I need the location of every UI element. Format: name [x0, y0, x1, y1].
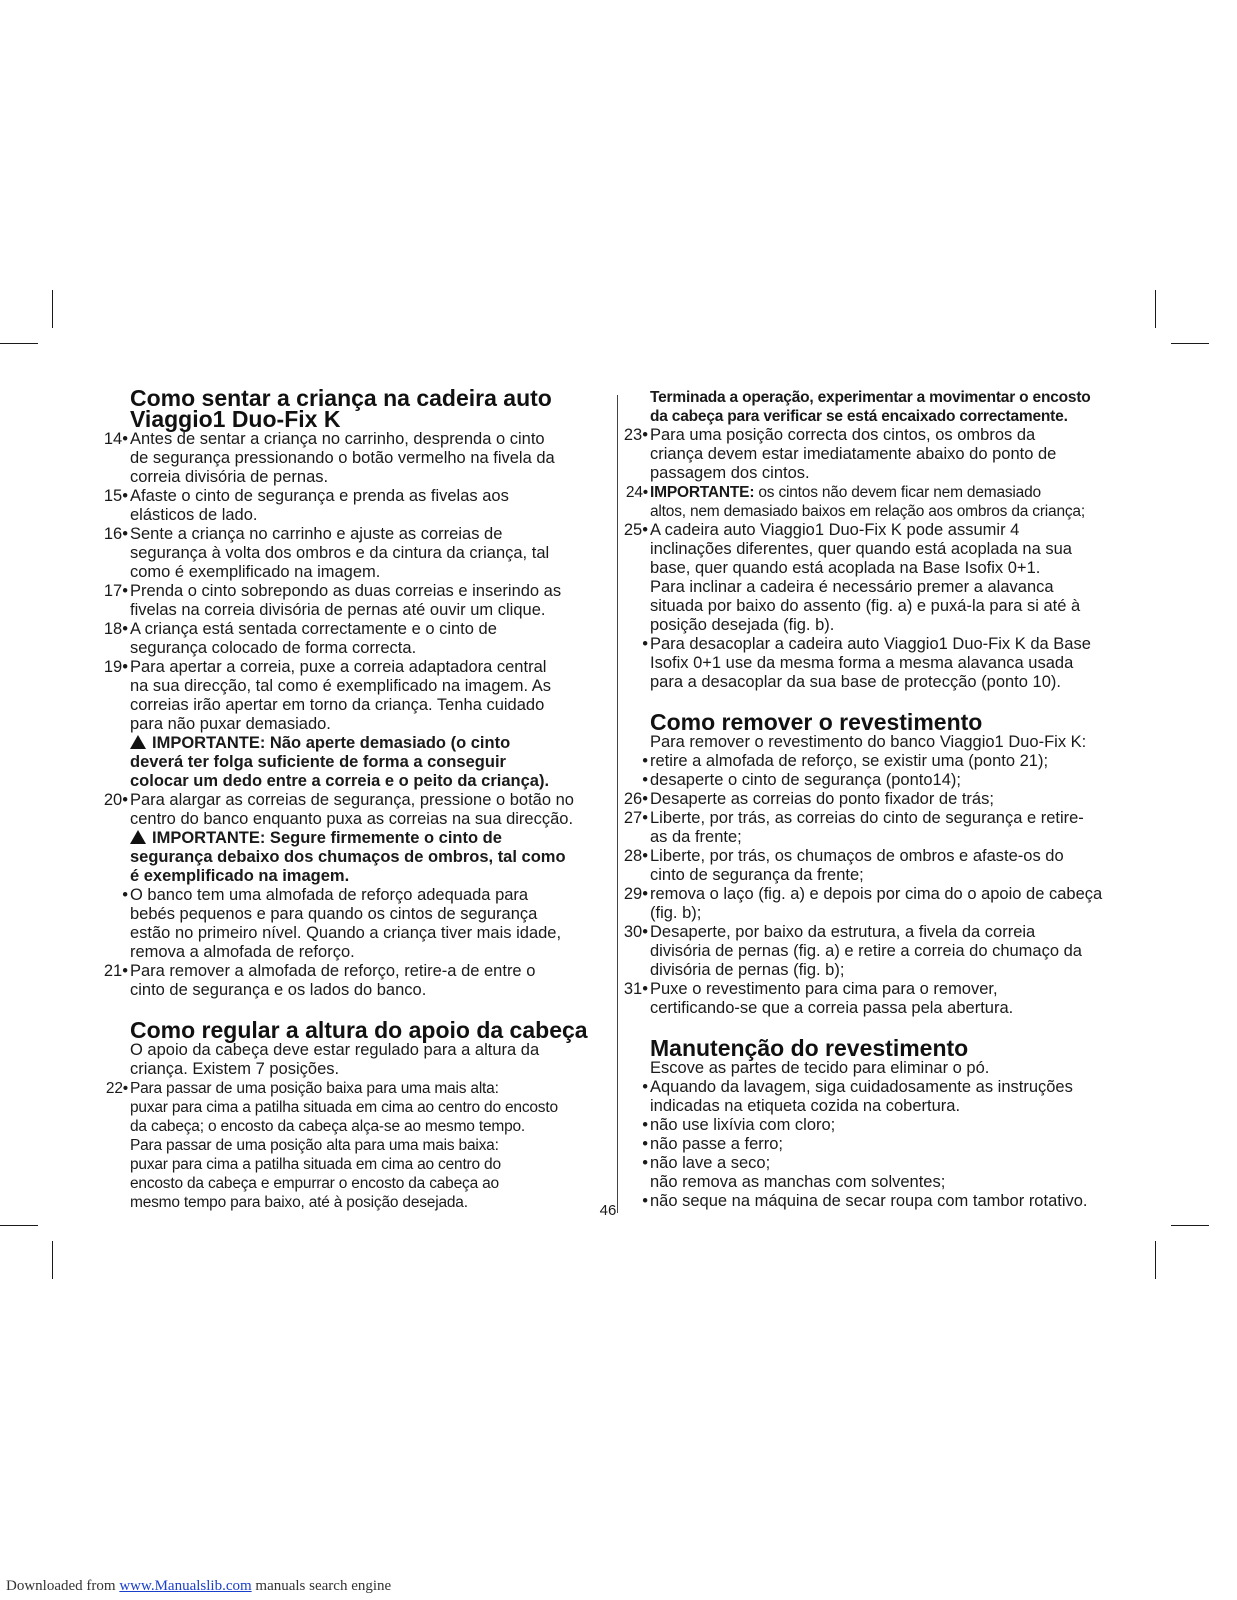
- item-line: Isofix 0+1 use da mesma forma a mesma alavanca usada: [650, 654, 1074, 672]
- item-line: segurança colocado de forma correcta.: [130, 639, 417, 657]
- list-item: [616, 1078, 1136, 1116]
- item-number: 30•: [623, 923, 648, 941]
- heading-line: Viaggio1 Duo-Fix K: [130, 406, 341, 432]
- note-line: Terminada a operação, experimentar a movimentar o encosto: [650, 389, 1091, 406]
- item-line: remova o laço (fig. a) e depois por cima do o apoio de cabeça: [650, 885, 1103, 903]
- item-line: correias irão apertar em torno da criança. Tenha cuidado: [130, 696, 545, 714]
- item-line: Para passar de uma posição baixa para uma mais alta:: [130, 1080, 499, 1097]
- item-line: Para remover a almofada de reforço, retire-a de entre o: [130, 962, 536, 980]
- item-line: puxar para cima a patilha situada em cima ao centro do encosto: [130, 1099, 558, 1116]
- item-number: •: [642, 752, 648, 770]
- item-line: O banco tem uma almofada de reforço adequada para: [130, 886, 529, 904]
- section-heading-headrest: Como regular a altura do apoio da cabeça: [130, 1017, 588, 1043]
- item-line: Para desacoplar a cadeira auto Viaggio1 Duo-Fix K da Base: [650, 635, 1091, 653]
- item-line: retire a almofada de reforço, se existir uma (ponto 21);: [650, 752, 1049, 770]
- item-line: Liberte, por trás, os chumaços de ombros e afaste-os do: [650, 847, 1064, 865]
- list-item: [96, 487, 606, 525]
- item-line: estão no primeiro nível. Quando a criança tiver mais idade,: [130, 924, 562, 942]
- item-line: Desaperte, por baixo da estrutura, a fivela da correia: [650, 923, 1036, 941]
- crop-mark: [1171, 343, 1209, 344]
- list-item: [616, 771, 1136, 790]
- item-number: 17•: [103, 582, 128, 600]
- crop-mark: [0, 343, 38, 344]
- list-item: [616, 790, 1136, 809]
- item-line: posição desejada (fig. b).: [650, 616, 835, 634]
- item-number: 31•: [623, 980, 648, 998]
- item-line: mesmo tempo para baixo, até à posição desejada.: [130, 1194, 468, 1211]
- list-item: [616, 809, 1136, 847]
- warning-line: deverá ter folga suficiente de forma a conseguir: [130, 753, 506, 771]
- item-number: 22•: [105, 1080, 128, 1097]
- crop-mark: [1171, 1225, 1209, 1226]
- item-line: da cabeça; o encosto da cabeça alça-se ao mesmo tempo.: [130, 1118, 526, 1135]
- item-line: Aquando da lavagem, siga cuidadosamente as instruções: [650, 1078, 1073, 1096]
- item-line: A cadeira auto Viaggio1 Duo-Fix K pode assumir 4: [650, 521, 1020, 539]
- item-line: na sua direcção, tal como é exemplificado na imagem. As: [130, 677, 551, 695]
- item-number: •: [642, 771, 648, 789]
- item-line: criança devem estar imediatamente abaixo do ponto de: [650, 445, 1057, 463]
- important-label: IMPORTANTE:: [650, 484, 755, 501]
- left-column: [96, 385, 606, 1212]
- item-number: 19•: [103, 658, 128, 676]
- item-line: base, quer quando está acoplada na Base Isofix 0+1.: [650, 559, 1041, 577]
- warning-triangle-icon: [130, 830, 146, 844]
- list-item: [616, 521, 1136, 635]
- item-number: 23•: [623, 426, 648, 444]
- list-item: [96, 962, 606, 1000]
- item-line: puxar para cima a patilha situada em cima ao centro do: [130, 1156, 501, 1173]
- crop-mark: [52, 1241, 53, 1279]
- section-intro: Escove as partes de tecido para eliminar o pó.: [650, 1059, 990, 1077]
- list-item: [616, 980, 1136, 1018]
- list-item: [96, 791, 606, 829]
- section-heading-remove-cover: Como remover o revestimento: [650, 709, 983, 735]
- item-line: Sente a criança no carrinho e ajuste as correias de: [130, 525, 503, 543]
- item-line: inclinações diferentes, quer quando está acoplada na sua: [650, 540, 1072, 558]
- item-number: 18•: [103, 620, 128, 638]
- instruction-list: [96, 430, 606, 734]
- item-line: situada por baixo do assento (fig. a) e puxá-la para si até à: [650, 597, 1081, 615]
- item-line: fivelas na correia divisória de pernas até ouvir um clique.: [130, 601, 546, 619]
- item-line: Afaste o cinto de segurança e prenda as fivelas aos: [130, 487, 509, 505]
- intro-line: O apoio da cabeça deve estar regulado para a altura da: [130, 1041, 540, 1059]
- crop-mark: [52, 290, 53, 328]
- item-line: segurança à volta dos ombros e da cintura da criança, tal: [130, 544, 550, 562]
- item-line: Liberte, por trás, as correias do cinto de segurança e retire-: [650, 809, 1084, 827]
- section-heading-seating: [96, 385, 606, 432]
- item-line: Antes de sentar a criança no carrinho, desprenda o cinto: [130, 430, 545, 448]
- crop-mark: [1155, 290, 1156, 328]
- list-item: [616, 847, 1136, 885]
- item-line: Para apertar a correia, puxe a correia adaptadora central: [130, 658, 547, 676]
- item-line: Puxe o revestimento para cima para o remover,: [650, 980, 998, 998]
- instruction-list: [616, 1078, 1136, 1211]
- item-line: como é exemplificado na imagem.: [130, 563, 381, 581]
- item-line: não passe a ferro;: [650, 1135, 783, 1153]
- list-item: [616, 923, 1136, 980]
- warning-line: segurança debaixo dos chumaços de ombros, tal como: [130, 848, 566, 866]
- item-line: divisória de pernas (fig. a) e retire a correia do chumaço da: [650, 942, 1082, 960]
- item-line: cinto de segurança e os lados do banco.: [130, 981, 427, 999]
- item-number: 24•: [625, 484, 648, 501]
- item-number: 14•: [103, 430, 128, 448]
- section-intro: [96, 1041, 606, 1079]
- crop-mark: [1155, 1241, 1156, 1279]
- right-column: [616, 388, 1136, 1211]
- item-line: correia divisória de pernas.: [130, 468, 329, 486]
- item-number: 28•: [623, 847, 648, 865]
- item-line: divisória de pernas (fig. b);: [650, 961, 845, 979]
- item-number: 15•: [103, 487, 128, 505]
- item-line: cinto de segurança da frente;: [650, 866, 864, 884]
- item-line: não seque na máquina de secar roupa com tambor rotativo.: [650, 1192, 1088, 1210]
- footer-suffix: manuals search engine: [251, 1578, 392, 1594]
- item-number: •: [642, 1078, 648, 1096]
- item-line: passagem dos cintos.: [650, 464, 810, 482]
- bold-note: [616, 388, 1136, 426]
- list-item: [96, 582, 606, 620]
- item-number: •: [642, 1116, 648, 1134]
- item-number: 21•: [103, 962, 128, 980]
- item-line: não remova as manchas com solventes;: [650, 1173, 946, 1191]
- item-line: Prenda o cinto sobrepondo as duas correias e inserindo as: [130, 582, 562, 600]
- item-line: encosto da cabeça e empurrar o encosto da cabeça ao: [130, 1175, 499, 1192]
- item-line: (fig. b);: [650, 904, 702, 922]
- item-line: as da frente;: [650, 828, 742, 846]
- item-number: •: [642, 1135, 648, 1153]
- item-line: desaperte o cinto de segurança (ponto14);: [650, 771, 961, 789]
- list-item: [616, 752, 1136, 771]
- note-line: da cabeça para verificar se está encaixado correctamente.: [650, 408, 1068, 425]
- footer-prefix: Downloaded from: [6, 1578, 120, 1594]
- list-item: [96, 430, 606, 487]
- item-number: 26•: [623, 790, 648, 808]
- warning-triangle-icon: [130, 735, 146, 749]
- list-item: [96, 1079, 606, 1212]
- warning-line: colocar um dedo entre a correia e o peito da criança).: [130, 772, 550, 790]
- list-item: [616, 426, 1136, 483]
- item-line: indicadas na etiqueta cozida na cobertura.: [650, 1097, 961, 1115]
- warning-note: [96, 734, 606, 791]
- item-number: 25•: [623, 521, 648, 539]
- list-item: [616, 1116, 1136, 1135]
- list-item: [616, 1154, 1136, 1192]
- instruction-list: [616, 752, 1136, 1018]
- section-intro: Para remover o revestimento do banco Viaggio1 Duo-Fix K:: [650, 733, 1087, 751]
- item-line: para não puxar demasiado.: [130, 715, 331, 733]
- list-item: [96, 620, 606, 658]
- warning-note: [96, 829, 606, 886]
- page-number: 46: [599, 1202, 617, 1219]
- list-item: [616, 1135, 1136, 1154]
- list-item: [616, 885, 1136, 923]
- list-item: [96, 525, 606, 582]
- item-line: não lave a seco;: [650, 1154, 771, 1172]
- intro-line: criança. Existem 7 posições.: [130, 1060, 340, 1078]
- item-line: elásticos de lado.: [130, 506, 258, 524]
- warning-line: IMPORTANTE: Segure firmemente o cinto de: [152, 829, 502, 847]
- item-line: certificando-se que a correia passa pela abertura.: [650, 999, 1014, 1017]
- item-number: 16•: [103, 525, 128, 543]
- item-number: 29•: [623, 885, 648, 903]
- manualslib-link[interactable]: www.Manualslib.com: [119, 1578, 252, 1594]
- item-number: 20•: [103, 791, 128, 809]
- item-number: •: [122, 886, 128, 904]
- item-line: Para uma posição correcta dos cintos, os ombros da: [650, 426, 1036, 444]
- item-line: centro do banco enquanto puxa as correias na sua direcção.: [130, 810, 574, 828]
- item-line: Para alargar as correias de segurança, pressione o botão no: [130, 791, 574, 809]
- warning-line: IMPORTANTE: Não aperte demasiado (o cinto: [152, 734, 511, 752]
- list-item: [96, 658, 606, 734]
- warning-line: é exemplificado na imagem.: [130, 867, 350, 885]
- item-number: •: [642, 635, 648, 653]
- item-number: •: [642, 1192, 648, 1210]
- list-item: [616, 483, 1136, 521]
- item-line: remova a almofada de reforço.: [130, 943, 355, 961]
- item-number: 27•: [623, 809, 648, 827]
- item-line: altos, nem demasiado baixos em relação aos ombros da criança;: [650, 503, 1085, 520]
- list-item: [616, 1192, 1136, 1211]
- item-line: Desaperte as correias do ponto fixador de trás;: [650, 790, 994, 808]
- crop-mark: [0, 1225, 38, 1226]
- item-line: A criança está sentada correctamente e o cinto de: [130, 620, 497, 638]
- item-line: para a desacoplar da sua base de protecção (ponto 10).: [650, 673, 1061, 691]
- heading-line: Como sentar a criança na cadeira auto: [130, 385, 552, 411]
- download-footer: [6, 1578, 391, 1595]
- item-line: de segurança pressionando o botão vermelho na fivela da: [130, 449, 555, 467]
- list-item: [96, 886, 606, 962]
- item-line: Para passar de uma posição alta para uma mais baixa:: [130, 1137, 499, 1154]
- list-item: [616, 635, 1136, 692]
- section-heading-maintenance: Manutenção do revestimento: [650, 1035, 969, 1061]
- item-number: •: [642, 1154, 648, 1172]
- item-line: bebés pequenos e para quando os cintos de segurança: [130, 905, 538, 923]
- item-line: não use lixívia com cloro;: [650, 1116, 836, 1134]
- item-line: os cintos não devem ficar nem demasiado: [754, 484, 1041, 501]
- item-line: Para inclinar a cadeira é necessário premer a alavanca: [650, 578, 1054, 596]
